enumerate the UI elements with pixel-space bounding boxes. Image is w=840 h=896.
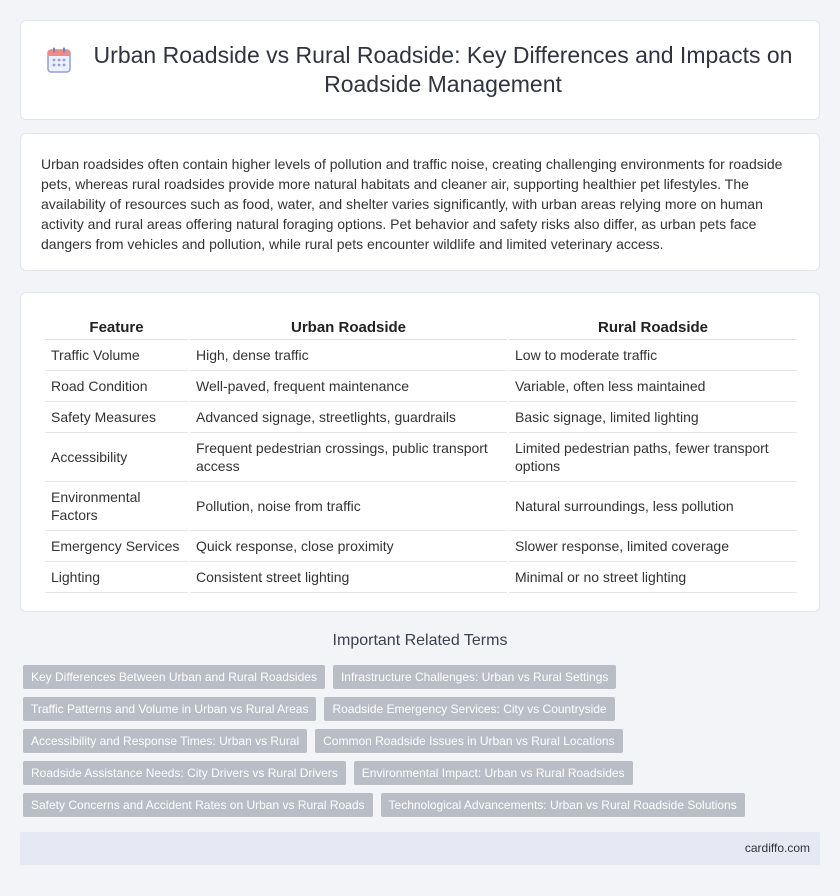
table-row (45, 482, 797, 531)
cell-rural: Natural surroundings, less pollution (509, 482, 797, 531)
related-tag[interactable]: Environmental Impact: Urban vs Rural Roadsides (354, 761, 633, 785)
cell-feature: Lighting (45, 562, 188, 593)
page-title: Urban Roadside vs Rural Roadside: Key Differences and Impacts on Roadside Management (93, 42, 793, 97)
tag-row (23, 761, 823, 785)
related-tag[interactable]: Accessibility and Response Times: Urban vs Rural (23, 729, 307, 753)
cell-rural: Limited pedestrian paths, fewer transport options (509, 433, 797, 482)
table-row (45, 371, 797, 402)
related-tag[interactable]: Key Differences Between Urban and Rural Roadsides (23, 665, 325, 689)
title-card (20, 20, 820, 120)
header-urban: Urban Roadside (190, 313, 507, 340)
related-tag[interactable]: Common Roadside Issues in Urban vs Rural Locations (315, 729, 622, 753)
related-terms-tags (23, 665, 823, 825)
header-rural: Rural Roadside (509, 313, 797, 340)
tag-row (23, 697, 823, 721)
cell-feature: Environmental Factors (45, 482, 188, 531)
tag-row (23, 665, 823, 689)
cell-feature: Traffic Volume (45, 340, 188, 371)
cell-rural: Variable, often less maintained (509, 371, 797, 402)
related-tag[interactable]: Traffic Patterns and Volume in Urban vs Rural Areas (23, 697, 316, 721)
related-tag[interactable]: Safety Concerns and Accident Rates on Urban vs Rural Roads (23, 793, 373, 817)
cell-urban: Consistent street lighting (190, 562, 507, 593)
related-tag[interactable]: Infrastructure Challenges: Urban vs Rural Settings (333, 665, 616, 689)
cell-urban: Pollution, noise from traffic (190, 482, 507, 531)
cell-urban: Advanced signage, streetlights, guardrails (190, 402, 507, 433)
tag-row (23, 729, 823, 753)
tag-row (23, 793, 823, 817)
related-tag[interactable]: Roadside Emergency Services: City vs Countryside (324, 697, 614, 721)
cell-rural: Slower response, limited coverage (509, 531, 797, 562)
related-tag[interactable]: Technological Advancements: Urban vs Rural Roadside Solutions (381, 793, 745, 817)
table-header-row (45, 313, 797, 340)
comparison-table-card (20, 292, 820, 612)
header-feature: Feature (45, 313, 188, 340)
cell-urban: High, dense traffic (190, 340, 507, 371)
footer-site-link[interactable]: cardiffo.com (744, 841, 810, 855)
intro-paragraph: Urban roadsides often contain higher levels of pollution and traffic noise, creating challenging environments for roadside pets, whereas rural roadsides provide more natural habitats and cleaner air, supporting healthier pet lifestyles. The availability of resources such as food, water, and shelter varies significantly, with urban areas relying more on human activity and rural areas offering natural foraging options. Pet behavior and safety risks also differ, as urban pets face dangers from vehicles and pollution, while rural pets encounter wildlife and limited veterinary access. (41, 156, 783, 252)
cell-feature: Safety Measures (45, 402, 188, 433)
footer (20, 832, 820, 865)
table-row (45, 402, 797, 433)
cell-rural: Basic signage, limited lighting (509, 402, 797, 433)
table-row (45, 340, 797, 371)
calendar-icon (47, 47, 71, 73)
table-row (45, 562, 797, 593)
table-row (45, 531, 797, 562)
cell-urban: Quick response, close proximity (190, 531, 507, 562)
comparison-table (43, 313, 799, 593)
cell-urban: Well-paved, frequent maintenance (190, 371, 507, 402)
intro-card (20, 133, 820, 271)
related-tag[interactable]: Roadside Assistance Needs: City Drivers vs Rural Drivers (23, 761, 346, 785)
cell-rural: Low to moderate traffic (509, 340, 797, 371)
title-wrap (40, 41, 800, 99)
table-row (45, 433, 797, 482)
cell-feature: Emergency Services (45, 531, 188, 562)
related-terms-title: Important Related Terms (332, 632, 508, 649)
cell-urban: Frequent pedestrian crossings, public transport access (190, 433, 507, 482)
cell-feature: Road Condition (45, 371, 188, 402)
cell-rural: Minimal or no street lighting (509, 562, 797, 593)
cell-feature: Accessibility (45, 433, 188, 482)
